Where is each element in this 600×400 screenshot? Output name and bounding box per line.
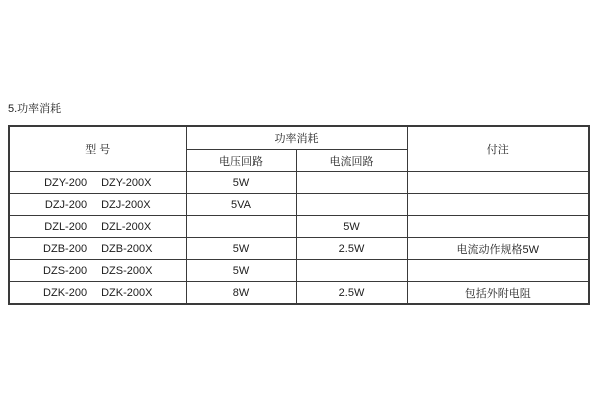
notes-cell	[407, 194, 589, 216]
model-name: DZJ-200	[44, 198, 88, 211]
model-name: DZS-200X	[101, 264, 153, 277]
voltage-circuit-cell: 5W	[186, 172, 296, 194]
model-pair	[10, 221, 186, 233]
table-row-dzk	[9, 282, 589, 305]
model-pair	[10, 177, 186, 189]
table-header	[9, 126, 589, 172]
table-row-dzl	[9, 216, 589, 238]
model-name: DZL-200	[44, 220, 88, 233]
notes-cell	[407, 260, 589, 282]
model-name: DZS-200	[43, 264, 88, 277]
current-circuit-cell: 2.5W	[296, 282, 407, 305]
notes-cell	[407, 216, 589, 238]
col-header-notes: 付注	[407, 126, 589, 172]
voltage-circuit-cell: 8W	[186, 282, 296, 305]
model-cell	[9, 172, 186, 194]
col-header-power-consumption: 功率消耗	[186, 126, 407, 150]
col-header-current-circuit: 电流回路	[296, 150, 407, 172]
current-circuit-cell	[296, 260, 407, 282]
model-name: DZK-200X	[101, 286, 153, 299]
current-circuit-cell	[296, 172, 407, 194]
header-row-1	[9, 126, 589, 150]
notes-cell: 电流动作规格5W	[407, 238, 589, 260]
model-cell	[9, 260, 186, 282]
model-name: DZY-200	[44, 176, 88, 189]
voltage-circuit-cell: 5W	[186, 238, 296, 260]
model-name: DZY-200X	[101, 176, 152, 189]
model-name: DZJ-200X	[101, 198, 151, 211]
voltage-circuit-cell: 5VA	[186, 194, 296, 216]
table-row-dzb	[9, 238, 589, 260]
voltage-circuit-cell: 5W	[186, 260, 296, 282]
voltage-circuit-cell	[186, 216, 296, 238]
model-name: DZK-200	[43, 286, 88, 299]
current-circuit-cell: 5W	[296, 216, 407, 238]
col-header-voltage-circuit: 电压回路	[186, 150, 296, 172]
table-row-dzj	[9, 194, 589, 216]
model-cell	[9, 282, 186, 305]
model-pair	[10, 265, 186, 277]
model-cell	[9, 216, 186, 238]
table-row-dzy	[9, 172, 589, 194]
col-header-model: 型 号	[9, 126, 186, 172]
power-consumption-table	[8, 125, 590, 305]
notes-cell: 包括外附电阻	[407, 282, 589, 305]
model-pair	[10, 243, 186, 255]
current-circuit-cell: 2.5W	[296, 238, 407, 260]
current-circuit-cell	[296, 194, 407, 216]
model-name: DZB-200	[43, 242, 88, 255]
table-row-dzs	[9, 260, 589, 282]
model-name: DZB-200X	[101, 242, 153, 255]
section-title: 5.功率消耗	[8, 103, 62, 115]
table-body	[9, 172, 589, 305]
model-pair	[10, 287, 186, 299]
notes-cell	[407, 172, 589, 194]
model-name: DZL-200X	[101, 220, 152, 233]
model-cell	[9, 238, 186, 260]
model-pair	[10, 199, 186, 211]
model-cell	[9, 194, 186, 216]
